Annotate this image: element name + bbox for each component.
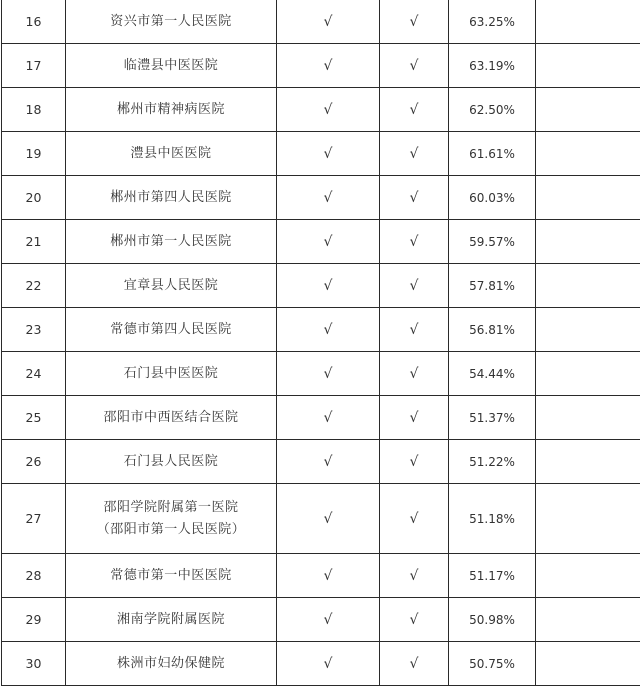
rate-cell: 59.57% — [449, 220, 536, 264]
checkmark-cell-2: √ — [380, 88, 449, 132]
checkmark-cell-2: √ — [380, 220, 449, 264]
checkmark-cell-1: √ — [277, 598, 380, 642]
rank-cell: 22 — [2, 264, 66, 308]
checkmark-cell-2: √ — [380, 264, 449, 308]
checkmark-cell-1: √ — [277, 264, 380, 308]
hospital-name-cell — [66, 642, 277, 686]
empty-cell — [536, 176, 640, 220]
table-row — [2, 484, 640, 554]
rate-cell: 63.19% — [449, 44, 536, 88]
checkmark-cell-2: √ — [380, 554, 449, 598]
rank-cell: 16 — [2, 0, 66, 44]
table-row — [2, 308, 640, 352]
rate-cell: 57.81% — [449, 264, 536, 308]
checkmark-cell-2: √ — [380, 484, 449, 554]
empty-cell — [536, 554, 640, 598]
rank-cell: 27 — [2, 484, 66, 554]
hospital-name-cell — [66, 176, 277, 220]
table-row — [2, 0, 640, 44]
hospital-name-line: 临澧县中医医院 — [66, 55, 276, 77]
hospital-name-cell — [66, 554, 277, 598]
hospital-name-line: 邵阳学院附属第一医院 — [66, 497, 276, 519]
hospital-name-cell — [66, 88, 277, 132]
checkmark-cell-2: √ — [380, 176, 449, 220]
table-body — [2, 0, 640, 686]
empty-cell — [536, 396, 640, 440]
checkmark-cell-1: √ — [277, 0, 380, 44]
hospital-name-line: 湘南学院附属医院 — [66, 609, 276, 631]
checkmark-cell-2: √ — [380, 642, 449, 686]
empty-cell — [536, 0, 640, 44]
hospital-name-line: （邵阳市第一人民医院） — [66, 519, 276, 541]
table-row — [2, 264, 640, 308]
checkmark-cell-1: √ — [277, 176, 380, 220]
rate-cell: 63.25% — [449, 0, 536, 44]
rate-cell: 51.22% — [449, 440, 536, 484]
rate-cell: 51.37% — [449, 396, 536, 440]
empty-cell — [536, 642, 640, 686]
rank-cell: 18 — [2, 88, 66, 132]
hospital-name-line: 株洲市妇幼保健院 — [66, 653, 276, 675]
checkmark-cell-2: √ — [380, 352, 449, 396]
table-row — [2, 598, 640, 642]
rank-cell: 19 — [2, 132, 66, 176]
hospital-name-cell — [66, 220, 277, 264]
checkmark-cell-1: √ — [277, 396, 380, 440]
rank-cell: 25 — [2, 396, 66, 440]
table-row — [2, 132, 640, 176]
hospital-name-cell — [66, 308, 277, 352]
hospital-name-line: 郴州市精神病医院 — [66, 99, 276, 121]
empty-cell — [536, 598, 640, 642]
rank-cell: 24 — [2, 352, 66, 396]
checkmark-cell-2: √ — [380, 308, 449, 352]
table-row — [2, 440, 640, 484]
hospital-ranking-table — [1, 0, 640, 686]
empty-cell — [536, 264, 640, 308]
rank-cell: 26 — [2, 440, 66, 484]
checkmark-cell-1: √ — [277, 220, 380, 264]
empty-cell — [536, 220, 640, 264]
rate-cell: 62.50% — [449, 88, 536, 132]
table-row — [2, 352, 640, 396]
hospital-name-line: 邵阳市中西医结合医院 — [66, 407, 276, 429]
empty-cell — [536, 308, 640, 352]
empty-cell — [536, 44, 640, 88]
rate-cell: 61.61% — [449, 132, 536, 176]
checkmark-cell-1: √ — [277, 642, 380, 686]
rate-cell: 54.44% — [449, 352, 536, 396]
rate-cell: 51.18% — [449, 484, 536, 554]
rank-cell: 29 — [2, 598, 66, 642]
table-row — [2, 396, 640, 440]
table-row — [2, 44, 640, 88]
checkmark-cell-2: √ — [380, 44, 449, 88]
hospital-name-line: 常德市第一中医医院 — [66, 565, 276, 587]
hospital-name-cell — [66, 44, 277, 88]
hospital-name-cell — [66, 440, 277, 484]
checkmark-cell-1: √ — [277, 484, 380, 554]
table-row — [2, 88, 640, 132]
empty-cell — [536, 484, 640, 554]
hospital-name-cell — [66, 264, 277, 308]
hospital-name-line: 澧县中医医院 — [66, 143, 276, 165]
hospital-name-line: 郴州市第四人民医院 — [66, 187, 276, 209]
checkmark-cell-1: √ — [277, 132, 380, 176]
checkmark-cell-1: √ — [277, 352, 380, 396]
rate-cell: 56.81% — [449, 308, 536, 352]
checkmark-cell-1: √ — [277, 308, 380, 352]
checkmark-cell-2: √ — [380, 598, 449, 642]
checkmark-cell-2: √ — [380, 440, 449, 484]
checkmark-cell-1: √ — [277, 88, 380, 132]
hospital-name-line: 宜章县人民医院 — [66, 275, 276, 297]
table-row — [2, 220, 640, 264]
rank-cell: 21 — [2, 220, 66, 264]
empty-cell — [536, 132, 640, 176]
checkmark-cell-2: √ — [380, 396, 449, 440]
hospital-name-line: 资兴市第一人民医院 — [66, 11, 276, 33]
hospital-name-cell — [66, 132, 277, 176]
checkmark-cell-2: √ — [380, 0, 449, 44]
checkmark-cell-1: √ — [277, 440, 380, 484]
hospital-name-line: 常德市第四人民医院 — [66, 319, 276, 341]
rank-cell: 20 — [2, 176, 66, 220]
checkmark-cell-2: √ — [380, 132, 449, 176]
rate-cell: 51.17% — [449, 554, 536, 598]
rank-cell: 30 — [2, 642, 66, 686]
checkmark-cell-1: √ — [277, 554, 380, 598]
rank-cell: 17 — [2, 44, 66, 88]
rate-cell: 60.03% — [449, 176, 536, 220]
hospital-name-cell — [66, 0, 277, 44]
rank-cell: 23 — [2, 308, 66, 352]
table-row — [2, 642, 640, 686]
checkmark-cell-1: √ — [277, 44, 380, 88]
table-row — [2, 554, 640, 598]
rate-cell: 50.98% — [449, 598, 536, 642]
rate-cell: 50.75% — [449, 642, 536, 686]
hospital-name-line: 郴州市第一人民医院 — [66, 231, 276, 253]
hospital-name-line: 石门县人民医院 — [66, 451, 276, 473]
hospital-name-line: 石门县中医医院 — [66, 363, 276, 385]
empty-cell — [536, 88, 640, 132]
hospital-name-cell — [66, 598, 277, 642]
hospital-name-cell — [66, 396, 277, 440]
empty-cell — [536, 352, 640, 396]
rank-cell: 28 — [2, 554, 66, 598]
table-row — [2, 176, 640, 220]
hospital-name-cell — [66, 484, 277, 554]
empty-cell — [536, 440, 640, 484]
hospital-name-cell — [66, 352, 277, 396]
